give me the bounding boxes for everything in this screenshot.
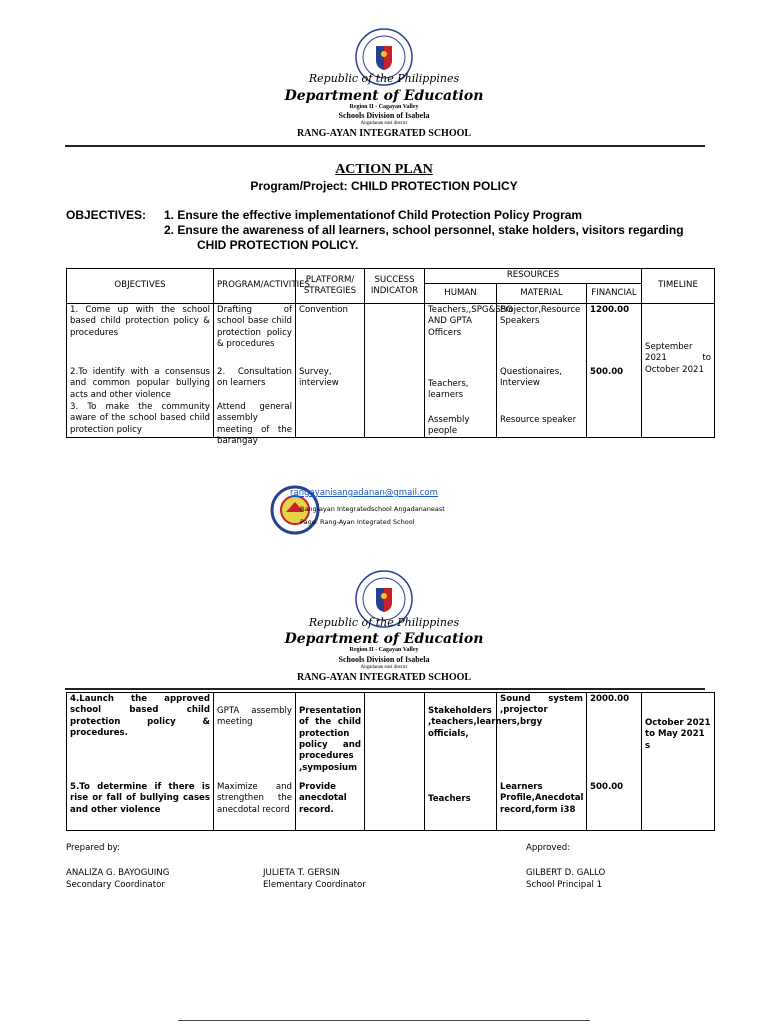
program-1: Drafting of school base child protection policy & procedures [217, 305, 292, 350]
platform-2: Survey, interview [299, 367, 339, 389]
signatory-role-2: Elementary Coordinator [263, 880, 366, 890]
material-cell [497, 304, 587, 438]
action-plan-title: ACTION PLAN [335, 162, 433, 177]
header-material: MATERIAL [497, 284, 587, 304]
signatory-name-1: ANALIZA G. BAYOGUING [66, 868, 170, 878]
human-3: Assembly people [428, 415, 470, 437]
region-text: Region II - Cagayan Valley [349, 104, 419, 110]
human-cell [425, 304, 513, 438]
header-human: HUMAN [425, 284, 497, 304]
material-3: Resource speaker [500, 415, 577, 425]
signatory-role-3: School Principal 1 [526, 880, 603, 890]
division-text: Schools Division of Isabela [338, 655, 430, 664]
material-5: Learners Profile,Anecdotal record,form i38 [500, 782, 584, 815]
success-cell [365, 693, 425, 831]
program-cell [214, 693, 296, 831]
timeline-cell [642, 693, 715, 831]
timeline-2: October 2021 to May 2021 s [645, 718, 711, 751]
header-program: PROGRAM/ACTIVITIES [214, 269, 296, 304]
platform-4: Presentation of the child protection policy and procedures ,symposium [299, 706, 362, 773]
objective-2: 2.To identify with a consensus and common popular bullying acts and other violence [70, 367, 210, 400]
signatory-role-1: Secondary Coordinator [66, 880, 165, 890]
objectives-label: OBJECTIVES: [66, 208, 147, 222]
platform-cell [296, 693, 365, 831]
platform-cell [296, 304, 365, 438]
program-3: Attend general assembly meeting of the barangay [217, 402, 292, 447]
district-text: Angadanan east district [360, 121, 408, 126]
timeline-cell [642, 304, 715, 438]
action-plan-table [66, 268, 715, 447]
page-text: Page: Rang-Ayan Integrated School [300, 518, 415, 526]
objective-5: 5.To determine if there is rise or fall of bullying cases and other violence [70, 782, 210, 815]
objective-line-1: 1. Ensure the effective implementationof Child Protection Policy Program [164, 208, 583, 222]
header-resources: RESOURCES [425, 269, 642, 284]
header-objectives: OBJECTIVES [67, 269, 214, 304]
success-cell [365, 304, 425, 438]
approved-label: Approved: [526, 843, 571, 853]
division-text: Schools Division of Isabela [338, 111, 430, 120]
financial-2: 500.00 [590, 367, 624, 377]
platform-1: Convention [299, 305, 348, 315]
action-plan-table-continued [66, 692, 715, 831]
republic-text: Republic of the Philippines [308, 616, 460, 629]
material-1: Projector,Resource Speakers [500, 305, 581, 327]
objective-3: 3. To make the community aware of the school based child protection policy [70, 402, 210, 435]
material-4: Sound system ,projector [500, 694, 583, 716]
human-2: Teachers, learners [428, 379, 469, 401]
objectives-cell [67, 693, 214, 831]
department-title: Department of Education [284, 88, 484, 104]
table-row [67, 693, 715, 831]
signatory-name-3: GILBERT D. GALLO [526, 868, 606, 878]
platform-5: Provide anecdotal record. [299, 782, 347, 815]
facebook-text: Rang-ayan Integratedschool Angadananeast [300, 505, 445, 513]
objectives-cell [67, 304, 214, 438]
objective-line-3: CHID PROTECTION POLICY. [197, 238, 359, 252]
financial-5: 500.00 [590, 782, 624, 792]
financial-cell [587, 693, 642, 831]
financial-cell [587, 304, 642, 438]
program-cell [214, 304, 296, 447]
header-financial: FINANCIAL [587, 284, 642, 304]
program-4: GPTA assembly meeting [217, 706, 292, 728]
header-platform: PLATFORM/ STRATEGIES [296, 269, 365, 304]
timeline-1: September 2021 to October 2021 [645, 342, 711, 375]
objective-1: 1. Come up with the school based child protection policy & procedures [70, 305, 210, 338]
financial-1: 1200.00 [590, 305, 630, 315]
school-name: RANG-AYAN INTEGRATED SCHOOL [296, 672, 472, 683]
signatory-name-2: JULIETA T. GERSIN [263, 868, 340, 878]
page-bottom-divider [178, 1020, 590, 1021]
department-title: Department of Education [284, 631, 484, 647]
header-divider [65, 688, 705, 690]
program-5: Maximize and strengthen the anecdotal record [217, 782, 292, 815]
header-divider [65, 145, 705, 147]
objective-4: 4.Launch the approved school based child protection policy & procedures. [70, 694, 210, 739]
financial-4: 2000.00 [590, 694, 630, 704]
human-1: Teachers,,SPG&SSG AND GPTA Officers [428, 305, 513, 338]
school-name: RANG-AYAN INTEGRATED SCHOOL [296, 128, 472, 139]
program-2: 2. Consultation on learners [217, 367, 292, 389]
human-5: Teachers [428, 794, 471, 804]
header-success: SUCCESS INDICATOR [365, 269, 425, 304]
republic-text: Republic of the Philippines [308, 72, 460, 85]
material-2: Questionaires, Interview [500, 367, 562, 389]
region-text: Region II - Cagayan Valley [349, 647, 419, 653]
material-cell [497, 693, 587, 831]
human-4: Stakeholders ,teachers,learners,brgy officials, [428, 706, 543, 739]
district-text: Angadanan east district [360, 665, 408, 670]
program-title: Program/Project: CHILD PROTECTION POLICY [250, 179, 518, 193]
objective-line-2: 2. Ensure the awareness of all learners, school personnel, stake holders, visitors regarding [164, 223, 684, 237]
prepared-by-label: Prepared by: [66, 843, 121, 853]
header-timeline: TIMELINE [642, 269, 715, 304]
table-row [67, 304, 715, 438]
email-link[interactable]: rangayanisangadanan@gmail.com [290, 488, 438, 498]
